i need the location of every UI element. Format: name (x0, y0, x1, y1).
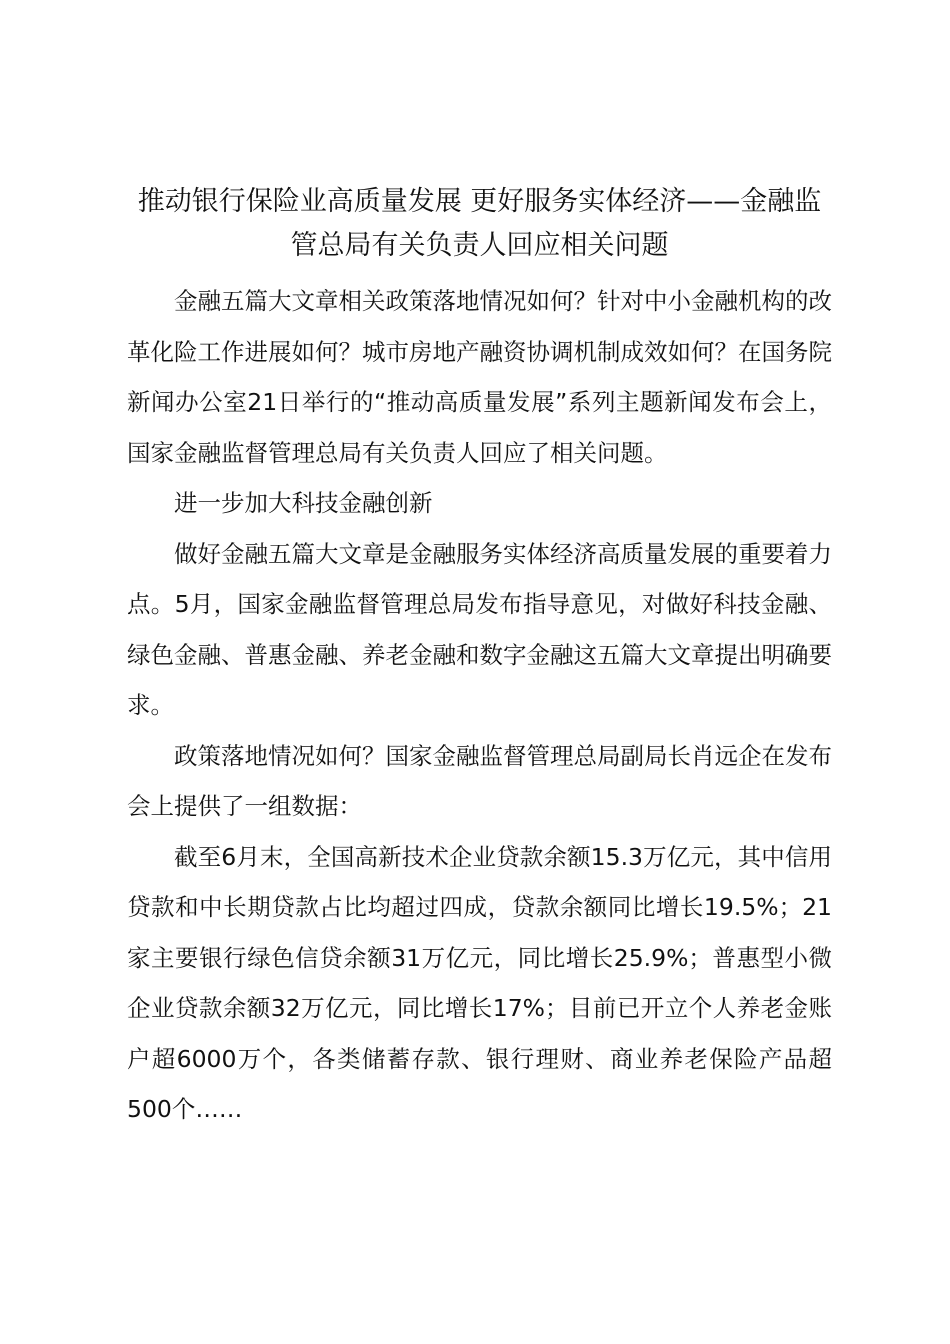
document-page (127, 180, 832, 1135)
section-heading: 进一步加大科技金融创新 (174, 489, 433, 517)
document-title: 推动银行保险业高质量发展 更好服务实体经济——金融监管总局有关负责人回应相关问题 (137, 186, 822, 261)
paragraph-statistics: 截至6月末，全国高新技术企业贷款余额15.3万亿元，其中信用贷款和中长期贷款占比均超过四成，贷款余额同比增长19.5%；21家主要银行绿色信贷余额31万亿元，同比增长25.9%；普惠型小微企业贷款余额32万亿元，同比增长17%；目前已开立个人养老金账户超6000万个，各类储蓄存款、银行理财、商业养老保险产品超500个…… (127, 842, 832, 1123)
paragraph-policy-status: 政策落地情况如何？国家金融监督管理总局副局长肖远企在发布会上提供了一组数据： (127, 741, 832, 820)
paragraph-five-articles: 做好金融五篇大文章是金融服务实体经济高质量发展的重要着力点。5月，国家金融监督管理总局发布指导意见，对做好科技金融、绿色金融、普惠金融、养老金融和数字金融这五篇大文章提出明确要求。 (127, 539, 832, 719)
paragraph-intro: 金融五篇大文章相关政策落地情况如何？针对中小金融机构的改革化险工作进展如何？城市房地产融资协调机制成效如何？在国务院新闻办公室21日举行的“推动高质量发展”系列主题新闻发布会上，国家金融监督管理总局有关负责人回应了相关问题。 (127, 287, 832, 467)
